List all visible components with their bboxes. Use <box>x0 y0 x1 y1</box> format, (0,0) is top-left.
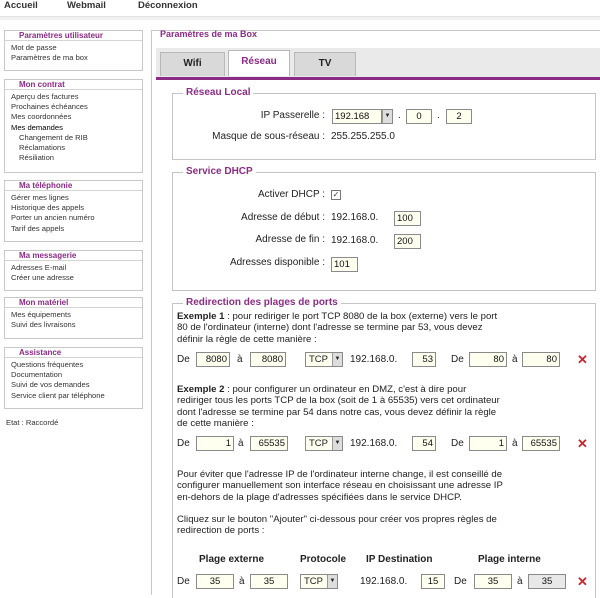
sidebar-item-password[interactable]: Mot de passe <box>11 43 57 52</box>
row3-ext-from-field[interactable]: 35 <box>196 574 234 589</box>
dhcp-legend: Service DHCP <box>183 166 256 177</box>
dhcp-end-prefix: 192.168.0. <box>331 235 379 246</box>
row1-protocol-value: TCP <box>309 354 328 365</box>
example-1-line: : pour rediriger le port TCP 8080 de la box (externe) vers le port <box>224 311 498 322</box>
row2-ext-from-field[interactable]: 1 <box>196 436 234 451</box>
sidebar-subitem-rib[interactable]: Changement de RIB <box>19 132 88 142</box>
from-label: De <box>451 354 464 365</box>
sidebar-item-call-history[interactable]: Historique des appels <box>11 203 85 213</box>
sidebar-subitem-claims[interactable]: Réclamations <box>19 143 66 153</box>
ip-prefix: 192.168.0. <box>350 354 398 365</box>
ip-prefix: 192.168.0. <box>350 438 398 449</box>
gateway-octet-4-field[interactable]: 2 <box>446 109 472 124</box>
advice-line: configurer manuellement son interface réseau en choisissant une adresse IP <box>177 480 503 492</box>
header-protocol: Protocole <box>300 554 347 565</box>
advice-line: en-dehors de la plage d'adresses spécifiées dans le service DHCP. <box>177 491 462 503</box>
sidebar-heading: Paramètres utilisateur <box>5 31 142 41</box>
dhcp-start-prefix: 192.168.0. <box>331 212 379 223</box>
sidebar-section-hardware <box>4 297 143 339</box>
sidebar-item-port-number[interactable]: Porter un ancien numéro <box>11 213 95 223</box>
chevron-down-icon: ▼ <box>327 575 337 588</box>
from-label: De <box>177 576 190 587</box>
row2-protocol-value: TCP <box>309 438 328 449</box>
sidebar-item-email-addresses[interactable]: Adresses E-mail <box>11 263 67 272</box>
example-2-line: dont l'adresse se termine par 54 dans notre cas, vous devez définir la règle <box>177 406 497 418</box>
sidebar-heading: Ma messagerie <box>5 251 142 261</box>
row2-ext-to-field[interactable]: 65535 <box>250 436 288 451</box>
row1-ext-from-field[interactable]: 8080 <box>196 352 230 367</box>
chevron-down-icon: ▼ <box>332 353 342 366</box>
sidebar-item-call-rates[interactable]: Tarif des appels <box>11 223 65 233</box>
example-2-text <box>177 384 597 430</box>
sidebar-item-equipment[interactable]: Mes équipements <box>11 310 71 319</box>
sidebar-section-mail <box>4 250 143 291</box>
sidebar-item-due-dates[interactable]: Prochaines échéances <box>11 102 88 112</box>
row1-ext-to-field[interactable]: 8080 <box>250 352 286 367</box>
row3-protocol-value: TCP <box>304 576 323 587</box>
connection-status: Etat : Raccordé <box>6 418 59 427</box>
from-label: De <box>177 354 190 365</box>
from-label: De <box>451 438 464 449</box>
nav-logout-link[interactable]: Déconnexion <box>138 0 198 11</box>
chevron-down-icon: ▼ <box>382 110 392 123</box>
local-network-legend: Réseau Local <box>183 87 253 98</box>
example-2-line: de cette manière : <box>177 418 254 430</box>
example-2-title: Exemple 2 <box>177 384 225 395</box>
dhcp-start-field[interactable]: 100 <box>394 211 421 226</box>
sidebar-item-box-settings[interactable]: Paramètres de ma box <box>11 53 88 63</box>
dhcp-start-label: Adresse de début : <box>241 212 325 223</box>
to-label: à <box>517 576 523 587</box>
instructions-line: Cliquez sur le bouton "Ajouter" ci-dessous pour créer vos propres règles de <box>177 514 497 525</box>
sidebar-item-request-tracking[interactable]: Suivi de vos demandes <box>11 380 90 390</box>
header-external-range: Plage externe <box>199 554 265 565</box>
row3-int-to-field[interactable]: 35 <box>528 574 566 589</box>
port-forwarding-legend: Redirection des plages de ports <box>183 297 341 308</box>
row1-protocol-select[interactable] <box>305 352 343 367</box>
sidebar-item-lines[interactable]: Gérer mes lignes <box>11 193 69 202</box>
example-1-title: Exemple 1 <box>177 311 225 322</box>
row3-delete-icon[interactable]: ✕ <box>577 574 588 589</box>
to-label: à <box>512 438 518 449</box>
row3-ext-to-field[interactable]: 35 <box>250 574 288 589</box>
gateway-octet-1-field[interactable]: 192.168 <box>332 109 382 124</box>
dhcp-enable-label: Activer DHCP : <box>257 189 325 200</box>
example-2-line: : pour configurer un ordinateur en DMZ, c'est à dire pour <box>224 384 467 395</box>
dhcp-available-field: 101 <box>331 257 358 272</box>
sidebar-item-invoices[interactable]: Aperçu des factures <box>11 92 79 101</box>
nav-home-link[interactable]: Accueil <box>4 0 38 11</box>
gateway-dropdown[interactable] <box>381 109 393 124</box>
local-network-fieldset <box>172 87 596 160</box>
tab-wifi[interactable]: Wifi <box>160 52 225 76</box>
advice-line: Pour éviter que l'adresse IP de l'ordinateur interne change, il est conseillé de <box>177 469 503 480</box>
top-divider <box>0 16 600 20</box>
row1-dest-field[interactable]: 53 <box>412 352 436 367</box>
sidebar-item-contact-details[interactable]: Mes coordonnées <box>11 112 72 122</box>
to-label: à <box>239 576 245 587</box>
subnet-mask-value: 255.255.255.0 <box>331 131 395 142</box>
row2-int-to-field[interactable]: 65535 <box>522 436 560 451</box>
sidebar-item-my-requests[interactable]: Mes demandes <box>11 122 63 132</box>
row3-protocol-select[interactable] <box>300 574 338 589</box>
sidebar-section-contract <box>4 79 143 173</box>
sidebar-item-create-address[interactable]: Créer une adresse <box>11 273 74 283</box>
row3-dest-field[interactable]: 15 <box>421 574 445 589</box>
row3-int-from-field[interactable]: 35 <box>474 574 512 589</box>
sidebar-item-documentation[interactable]: Documentation <box>11 370 63 380</box>
to-label: à <box>512 354 518 365</box>
nav-webmail-link[interactable]: Webmail <box>67 0 106 11</box>
top-nav <box>0 0 600 14</box>
dhcp-end-field[interactable]: 200 <box>394 234 421 249</box>
gateway-octet-3-field[interactable]: 0 <box>406 109 432 124</box>
add-instructions-text <box>177 514 597 537</box>
sidebar-item-phone-support[interactable]: Service client par téléphone <box>11 390 105 400</box>
example-2-line: rediriger tous les ports TCP de la box (soit de 1 à 65535) vers cet ordinateur <box>177 395 500 407</box>
sidebar-section-phone <box>4 180 143 242</box>
row2-dest-field[interactable]: 54 <box>412 436 436 451</box>
dhcp-end-label: Adresse de fin : <box>255 234 325 245</box>
to-label: à <box>238 438 244 449</box>
subnet-mask-label: Masque de sous-réseau : <box>212 131 325 142</box>
sidebar-heading: Mon matériel <box>5 298 142 308</box>
instructions-line: redirection de ports : <box>177 525 265 537</box>
tab-network[interactable]: Réseau <box>228 50 290 76</box>
sidebar-section-user <box>4 30 143 71</box>
tab-underline <box>156 77 600 80</box>
example-1-line: définir la règle de cette manière : <box>177 333 317 345</box>
sidebar-heading: Ma téléphonie <box>5 181 142 191</box>
example-1-text <box>177 311 597 345</box>
ip-prefix: 192.168.0. <box>360 576 408 587</box>
page-title: Paramètres de ma Box <box>160 29 258 39</box>
sidebar-item-faq[interactable]: Questions fréquentes <box>11 360 84 369</box>
dhcp-advice-text <box>177 469 597 503</box>
header-internal-range: Plage interne <box>478 554 541 565</box>
dhcp-available-label: Adresses disponible : <box>229 257 325 268</box>
row1-int-from-field[interactable]: 80 <box>469 352 507 367</box>
gateway-label: IP Passerelle : <box>260 110 325 121</box>
to-label: à <box>237 354 243 365</box>
dhcp-enable-checkbox[interactable]: ✓ <box>332 190 340 199</box>
chevron-down-icon: ▼ <box>332 437 342 450</box>
row1-delete-icon[interactable]: ✕ <box>577 352 588 367</box>
sidebar-subitem-termination[interactable]: Résiliation <box>19 153 55 163</box>
row2-delete-icon[interactable]: ✕ <box>577 436 588 451</box>
sidebar-heading: Assistance <box>5 348 142 358</box>
row2-int-from-field[interactable]: 1 <box>469 436 507 451</box>
from-label: De <box>454 576 467 587</box>
row1-int-to-field[interactable]: 80 <box>522 352 560 367</box>
sidebar-heading: Mon contrat <box>5 80 142 90</box>
example-1-line: 80 de l'ordinateur (interne) dont l'adresse se termine par 53, vous devez <box>177 322 483 334</box>
from-label: De <box>177 438 190 449</box>
header-ip-destination: IP Destination <box>366 554 433 565</box>
dot-separator: . <box>437 110 440 121</box>
tab-tv[interactable]: TV <box>294 52 356 76</box>
sidebar-item-deliveries[interactable]: Suivi des livraisons <box>11 320 76 330</box>
dot-separator: . <box>398 110 401 121</box>
sidebar-section-help <box>4 347 143 409</box>
row2-protocol-select[interactable] <box>305 436 343 451</box>
